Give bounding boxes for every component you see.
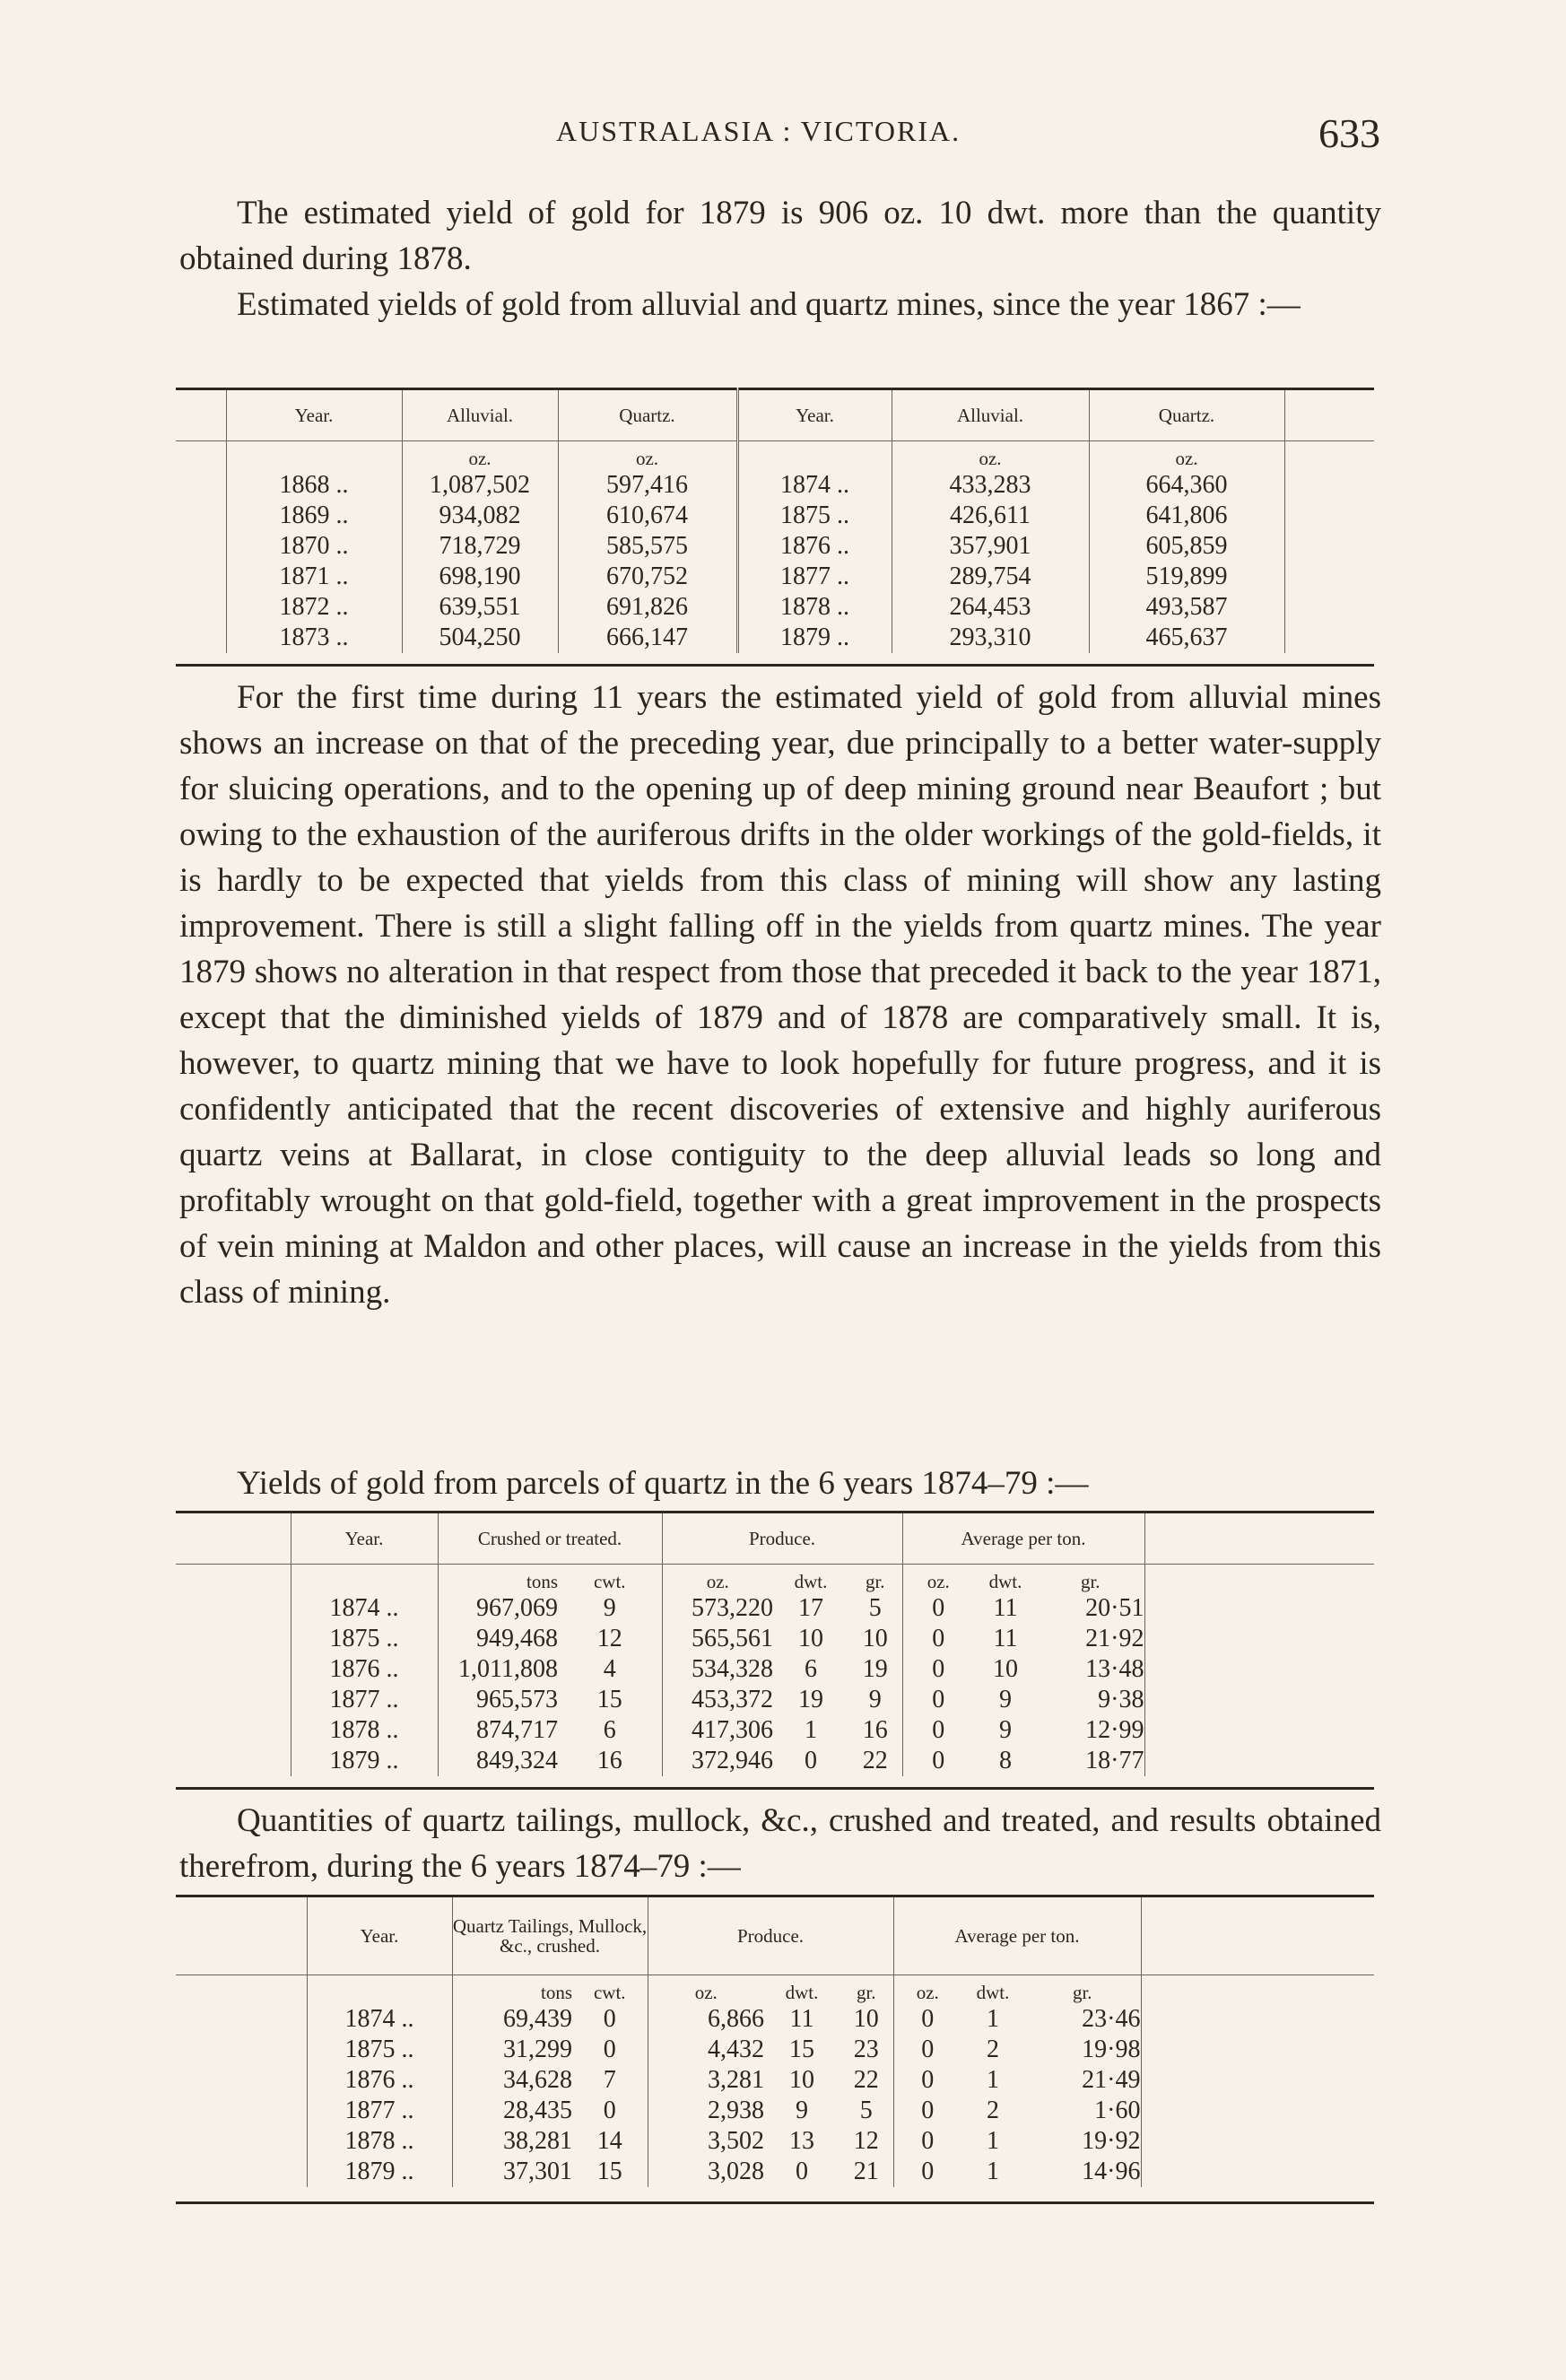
table-row xyxy=(176,2035,1374,2065)
unit-label: oz. xyxy=(706,1570,729,1592)
table-cell: 34,628 xyxy=(503,2066,572,2094)
paragraph-3: For the first time during 11 years the estimated yield of gold from alluvial mines shows an increase on that of the preceding year, due principally to a better water-supply for sluicing operations, and to the opening up of deep mining ground near Beaufort ; but owing to the exhaustion of the auriferous drifts in the older workings of the gold-fields, it is hardly to be expected that yields from this class of mining will show any lasting improvement. There is still a slight falling off in the yields from quartz mines. The year 1879 shows no alteration in that respect from those that preceded it back to the year 1871, except that the diminished yields of 1879 and of 1878 are comparatively small. It is, however, to quartz mining that we have to look hopefully for future progress, and it is confidently anticipated that the recent discoveries of extensive and highly auriferous quartz veins at Ballarat, in close contiguity to the deep alluvial leads so long and profitably wrought on that gold-field, together with a great improvement in the prospects of vein mining at Maldon and other places, will cause an increase in the yields from this class of mining. xyxy=(179,679,1381,1311)
table-cell: 0 xyxy=(921,2127,935,2155)
unit-label: dwt. xyxy=(976,1981,1010,2003)
table-cell: 19·98 xyxy=(1024,2035,1141,2065)
table-cell: 849,324 xyxy=(476,1747,558,1774)
table-cell: 1 xyxy=(987,2158,999,2185)
table-cell: 1877 .. xyxy=(307,2096,452,2126)
col-header-average: Average per ton. xyxy=(902,1513,1144,1565)
col-header-year: Year. xyxy=(226,389,402,441)
table-cell: 0 xyxy=(572,2035,648,2065)
table-cell: 1872 .. xyxy=(226,592,402,623)
table-row xyxy=(176,2126,1374,2157)
table-cell: 585,575 xyxy=(558,531,737,562)
table-cell: 22 xyxy=(840,2065,893,2096)
table-cell: 3,028 xyxy=(708,2158,764,2185)
paragraph-1: The estimated yield of gold for 1879 is 906 oz. 10 dwt. more than the quantity obtained during 1878. xyxy=(179,195,1381,277)
table-alluvial-quartz xyxy=(176,388,1374,667)
unit-label: dwt. xyxy=(785,1981,819,2003)
table-cell: 1871 .. xyxy=(226,562,402,592)
table-cell: 1878 .. xyxy=(307,2126,452,2157)
table-row xyxy=(176,562,1374,592)
table-row xyxy=(176,592,1374,623)
table-cell: 3,502 xyxy=(708,2127,764,2155)
table-cell: 417,306 xyxy=(692,1716,773,1744)
unit-label: oz. xyxy=(402,441,558,471)
table-row xyxy=(176,1746,1374,1776)
table-cell: 1876 .. xyxy=(737,531,892,562)
table-cell: 0 xyxy=(572,2004,648,2035)
table-cell: 0 xyxy=(921,2036,935,2063)
table-cell: 1875 .. xyxy=(307,2035,452,2065)
table-cell: 37,301 xyxy=(503,2158,572,2185)
table-cell: 1874 .. xyxy=(737,470,892,501)
table-row xyxy=(176,2004,1374,2035)
table-cell: 21·49 xyxy=(1024,2065,1141,2096)
table-cell: 573,220 xyxy=(692,1594,773,1622)
paragraph-2: Estimated yields of gold from alluvial and quartz mines, since the year 1867 :— xyxy=(237,286,1301,323)
table-quartz-parcels xyxy=(176,1511,1374,1790)
table-cell: 0 xyxy=(572,2096,648,2126)
table-cell: 1878 .. xyxy=(737,592,892,623)
unit-label: oz. xyxy=(916,1981,939,2003)
unit-label: oz. xyxy=(1089,441,1284,471)
table-cell: 1879 .. xyxy=(307,2157,452,2187)
col-header-crushed: Crushed or treated. xyxy=(438,1513,662,1565)
table-cell: 1876 .. xyxy=(307,2065,452,2096)
table-cell: 11 xyxy=(993,1594,1018,1622)
table-cell: 9 xyxy=(999,1686,1012,1713)
table-cell: 641,806 xyxy=(1089,501,1284,531)
table-cell: 504,250 xyxy=(402,623,558,653)
table-cell: 1879 .. xyxy=(737,623,892,653)
table-cell: 453,372 xyxy=(692,1686,773,1713)
table-cell: 0 xyxy=(796,2158,808,2185)
col-header-quartz-2: Quartz. xyxy=(1089,389,1284,441)
table-cell: 4 xyxy=(558,1654,662,1685)
table-cell: 0 xyxy=(932,1594,945,1622)
table-cell: 15 xyxy=(789,2036,814,2063)
unit-label: cwt. xyxy=(572,1975,648,2005)
table-cell: 426,611 xyxy=(892,501,1089,531)
table-cell: 13·48 xyxy=(1037,1654,1144,1685)
table-cell: 534,328 xyxy=(692,1655,773,1683)
page-number: 633 xyxy=(1318,110,1380,156)
table-cell: 13 xyxy=(789,2127,814,2155)
table-cell: 20·51 xyxy=(1037,1593,1144,1624)
col-header-year-2: Year. xyxy=(737,389,892,441)
table-cell: 0 xyxy=(932,1655,945,1683)
table-cell: 610,674 xyxy=(558,501,737,531)
table-cell: 698,190 xyxy=(402,562,558,592)
table-cell: 6 xyxy=(558,1715,662,1746)
table-cell: 6 xyxy=(805,1655,817,1683)
table-row xyxy=(176,2096,1374,2126)
table-cell: 9 xyxy=(796,2097,808,2124)
unit-label: gr. xyxy=(848,1565,902,1594)
table-cell: 293,310 xyxy=(892,623,1089,653)
table-cell: 1877 .. xyxy=(737,562,892,592)
unit-label: tons xyxy=(526,1570,558,1592)
unit-label: oz. xyxy=(558,441,737,471)
table-cell: 18·77 xyxy=(1037,1746,1144,1776)
table-cell: 0 xyxy=(932,1686,945,1713)
col-header-year: Year. xyxy=(307,1896,452,1975)
unit-label: oz. xyxy=(892,441,1089,471)
table-cell: 16 xyxy=(558,1746,662,1776)
table-cell: 19·92 xyxy=(1024,2126,1141,2157)
table-cell: 519,899 xyxy=(1089,562,1284,592)
table-cell: 1·60 xyxy=(1024,2096,1141,2126)
unit-label: oz. xyxy=(694,1981,718,2003)
table-cell: 289,754 xyxy=(892,562,1089,592)
table-cell: 666,147 xyxy=(558,623,737,653)
col-header-alluvial: Alluvial. xyxy=(402,389,558,441)
table-row xyxy=(176,623,1374,653)
unit-label: gr. xyxy=(1024,1975,1141,2005)
table-cell: 2,938 xyxy=(708,2097,764,2124)
col-header-produce: Produce. xyxy=(662,1513,902,1565)
table-cell: 12·99 xyxy=(1037,1715,1144,1746)
table-cell: 372,946 xyxy=(692,1747,773,1774)
unit-label: oz. xyxy=(927,1570,950,1592)
table-cell: 0 xyxy=(805,1747,817,1774)
table-cell: 2 xyxy=(987,2097,999,2124)
unit-label: cwt. xyxy=(558,1565,662,1594)
unit-label: tons xyxy=(540,1981,572,2003)
col-header-tailings: Quartz Tailings, Mullock, &c., crushed. xyxy=(452,1896,648,1975)
table-cell: 19 xyxy=(848,1654,902,1685)
table-cell: 1 xyxy=(987,2005,999,2033)
table-row xyxy=(176,1593,1374,1624)
table-cell: 10 xyxy=(798,1625,823,1652)
table-cell: 1 xyxy=(805,1716,817,1744)
table-row xyxy=(176,2157,1374,2187)
table-cell: 605,859 xyxy=(1089,531,1284,562)
table-cell: 23·46 xyxy=(1024,2004,1141,2035)
table-cell: 6,866 xyxy=(708,2005,764,2033)
table-cell: 0 xyxy=(921,2005,935,2033)
table-cell: 14 xyxy=(572,2126,648,2157)
table-cell: 1876 .. xyxy=(291,1654,438,1685)
table-cell: 10 xyxy=(789,2066,814,2094)
table-cell: 8 xyxy=(999,1747,1012,1774)
table-cell: 9 xyxy=(848,1685,902,1715)
table-cell: 1869 .. xyxy=(226,501,402,531)
table-cell: 1,011,808 xyxy=(458,1655,558,1683)
table-cell: 1874 .. xyxy=(307,2004,452,2035)
table-cell: 21·92 xyxy=(1037,1624,1144,1654)
table-cell: 718,729 xyxy=(402,531,558,562)
table-cell: 1875 .. xyxy=(291,1624,438,1654)
table-cell: 1,087,502 xyxy=(402,470,558,501)
table-cell: 10 xyxy=(993,1655,1018,1683)
table-cell: 10 xyxy=(840,2004,893,2035)
col-header-produce: Produce. xyxy=(648,1896,893,1975)
table-cell: 691,826 xyxy=(558,592,737,623)
table-cell: 5 xyxy=(848,1593,902,1624)
table-cell: 9 xyxy=(558,1593,662,1624)
table-cell: 1879 .. xyxy=(291,1746,438,1776)
table-cell: 0 xyxy=(932,1747,945,1774)
table-cell: 1875 .. xyxy=(737,501,892,531)
table-cell: 664,360 xyxy=(1089,470,1284,501)
table-cell: 2 xyxy=(987,2036,999,2063)
table-row xyxy=(176,470,1374,501)
table-cell: 949,468 xyxy=(476,1625,558,1652)
table-cell: 0 xyxy=(921,2097,935,2124)
table-cell: 0 xyxy=(921,2066,935,2094)
col-header-average: Average per ton. xyxy=(893,1896,1141,1975)
running-title: AUSTRALASIA : VICTORIA. xyxy=(556,115,961,147)
table-cell: 357,901 xyxy=(892,531,1089,562)
table-cell: 1874 .. xyxy=(291,1593,438,1624)
table-cell: 9·38 xyxy=(1037,1685,1144,1715)
unit-label: gr. xyxy=(1037,1565,1144,1594)
table-cell: 433,283 xyxy=(892,470,1089,501)
table-row xyxy=(176,1715,1374,1746)
col-header-year: Year. xyxy=(291,1513,438,1565)
table-cell: 1868 .. xyxy=(226,470,402,501)
table-cell: 23 xyxy=(840,2035,893,2065)
table-cell: 15 xyxy=(558,1685,662,1715)
table-row xyxy=(176,1654,1374,1685)
table-row xyxy=(176,1624,1374,1654)
table-cell: 0 xyxy=(921,2158,935,2185)
table-cell: 967,069 xyxy=(476,1594,558,1622)
table-cell: 565,561 xyxy=(692,1625,773,1652)
table-cell: 493,587 xyxy=(1089,592,1284,623)
col-header-alluvial-2: Alluvial. xyxy=(892,389,1089,441)
table-cell: 17 xyxy=(798,1594,823,1622)
table-cell: 12 xyxy=(840,2126,893,2157)
table-cell: 3,281 xyxy=(708,2066,764,2094)
table-cell: 16 xyxy=(848,1715,902,1746)
table-row xyxy=(176,1685,1374,1715)
table-cell: 22 xyxy=(848,1746,902,1776)
table-cell: 670,752 xyxy=(558,562,737,592)
table-cell: 1 xyxy=(987,2066,999,2094)
table-row xyxy=(176,501,1374,531)
table-tailings xyxy=(176,1895,1374,2204)
table-cell: 965,573 xyxy=(476,1686,558,1713)
table-cell: 21 xyxy=(840,2157,893,2187)
table-cell: 1877 .. xyxy=(291,1685,438,1715)
table-cell: 264,453 xyxy=(892,592,1089,623)
table-cell: 1870 .. xyxy=(226,531,402,562)
table-cell: 1 xyxy=(987,2127,999,2155)
unit-label: gr. xyxy=(840,1975,893,2005)
table-cell: 4,432 xyxy=(708,2036,764,2063)
paragraph-5: Quantities of quartz tailings, mullock, &c., crushed and treated, and results obtained therefrom, during the 6 years 1874–79 :— xyxy=(179,1802,1381,1885)
table-row xyxy=(176,2065,1374,2096)
table-cell: 934,082 xyxy=(402,501,558,531)
table-cell: 7 xyxy=(572,2065,648,2096)
unit-label: dwt. xyxy=(794,1570,828,1592)
table-cell: 874,717 xyxy=(476,1716,558,1744)
table-cell: 1873 .. xyxy=(226,623,402,653)
table-cell: 9 xyxy=(999,1716,1012,1744)
table-cell: 12 xyxy=(558,1624,662,1654)
paragraph-4: Yields of gold from parcels of quartz in the 6 years 1874–79 :— xyxy=(237,1465,1089,1502)
table-cell: 639,551 xyxy=(402,592,558,623)
table-cell: 11 xyxy=(993,1625,1018,1652)
table-cell: 14·96 xyxy=(1024,2157,1141,2187)
table-cell: 19 xyxy=(798,1686,823,1713)
table-cell: 69,439 xyxy=(503,2005,572,2033)
table-cell: 28,435 xyxy=(503,2097,572,2124)
table-cell: 597,416 xyxy=(558,470,737,501)
table-cell: 5 xyxy=(840,2096,893,2126)
table-cell: 0 xyxy=(932,1716,945,1744)
table-cell: 0 xyxy=(932,1625,945,1652)
table-cell: 465,637 xyxy=(1089,623,1284,653)
unit-label: dwt. xyxy=(988,1570,1022,1592)
table-row xyxy=(176,531,1374,562)
col-header-quartz: Quartz. xyxy=(558,389,737,441)
table-cell: 31,299 xyxy=(503,2036,572,2063)
table-cell: 10 xyxy=(848,1624,902,1654)
table-cell: 15 xyxy=(572,2157,648,2187)
table-cell: 11 xyxy=(789,2005,814,2033)
page-header xyxy=(0,109,1566,163)
table-cell: 38,281 xyxy=(503,2127,572,2155)
table-cell: 1878 .. xyxy=(291,1715,438,1746)
